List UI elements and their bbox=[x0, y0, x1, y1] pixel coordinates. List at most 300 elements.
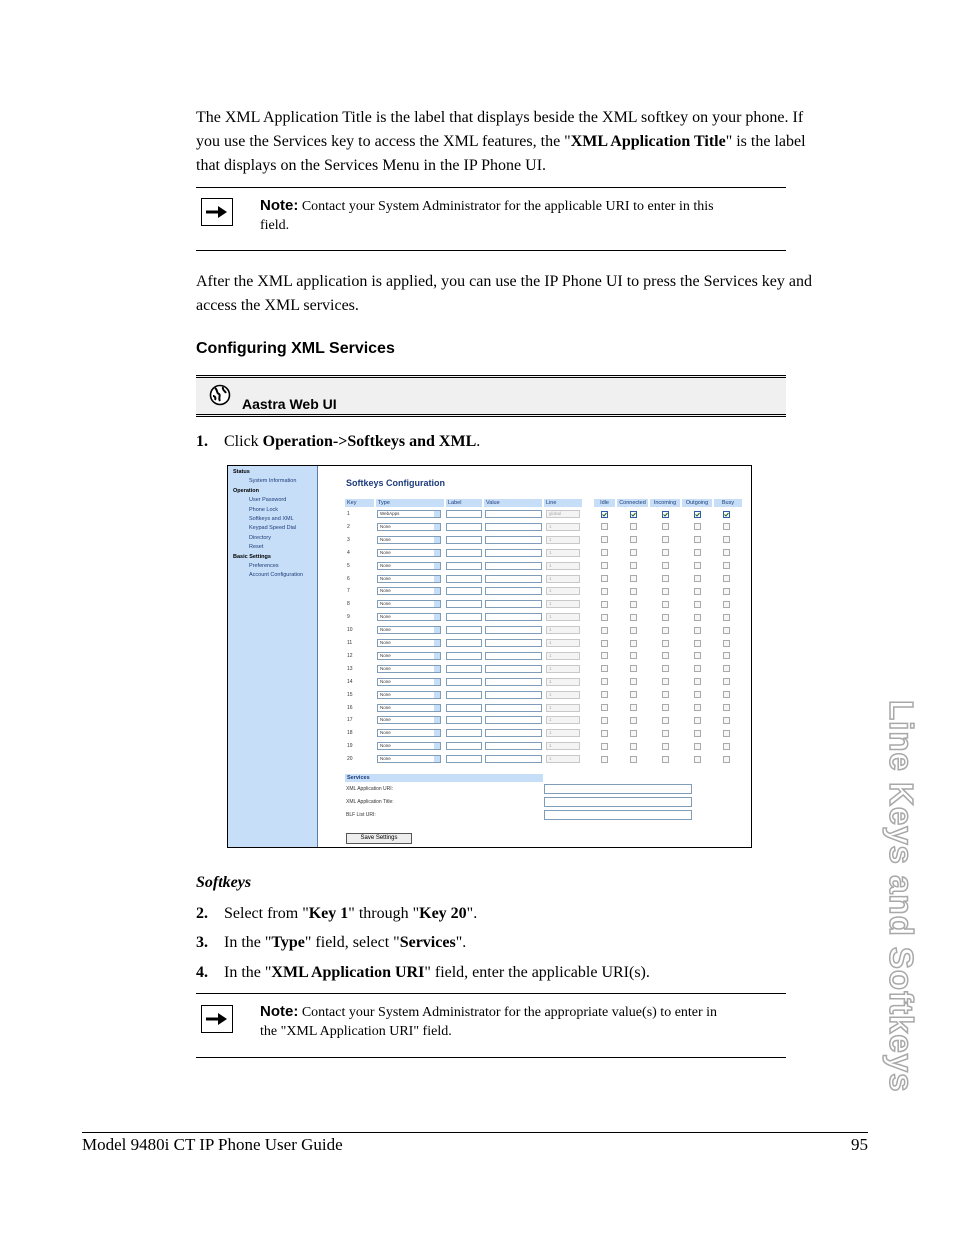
key-number: 12 bbox=[347, 652, 353, 659]
state-checkbox[interactable] bbox=[630, 562, 637, 569]
column-header: Busy bbox=[714, 499, 742, 507]
column-header: Label bbox=[446, 499, 482, 507]
state-checkbox[interactable] bbox=[662, 549, 669, 556]
type-value: None bbox=[380, 730, 391, 736]
value-input[interactable] bbox=[485, 575, 542, 583]
note-1: Note: Contact your System Administrator for the applicable URI to enter in this field. bbox=[260, 197, 714, 233]
state-checkbox[interactable] bbox=[662, 562, 669, 569]
note-top-rule bbox=[196, 187, 786, 188]
services-field-input[interactable] bbox=[544, 784, 692, 794]
state-checkbox[interactable] bbox=[601, 652, 608, 659]
value-input[interactable] bbox=[485, 742, 542, 750]
label-input[interactable] bbox=[446, 665, 482, 673]
state-checkbox[interactable] bbox=[662, 730, 669, 737]
arrow-right-icon bbox=[201, 198, 233, 226]
type-value: None bbox=[380, 665, 391, 671]
softkeys-config-title: Softkeys Configuration bbox=[346, 478, 446, 488]
line-select[interactable]: 1 bbox=[546, 716, 580, 724]
page-number: 95 bbox=[851, 1135, 868, 1154]
label-input[interactable] bbox=[446, 510, 482, 518]
chevron-down-icon bbox=[434, 653, 440, 659]
line-select[interactable]: global bbox=[546, 510, 580, 518]
chevron-down-icon bbox=[434, 588, 440, 594]
value-input[interactable] bbox=[485, 562, 542, 570]
value-input[interactable] bbox=[485, 678, 542, 686]
state-checkbox[interactable] bbox=[662, 511, 669, 518]
state-checkbox[interactable] bbox=[723, 601, 730, 608]
state-checkbox[interactable] bbox=[630, 665, 637, 672]
sidebar-item[interactable]: Operation bbox=[233, 487, 259, 494]
value-input[interactable] bbox=[485, 665, 542, 673]
state-checkbox[interactable] bbox=[601, 704, 608, 711]
type-select[interactable] bbox=[377, 678, 441, 686]
sidebar-item[interactable]: Reset bbox=[249, 544, 264, 551]
state-checkbox[interactable] bbox=[601, 575, 608, 582]
state-checkbox[interactable] bbox=[601, 730, 608, 737]
key-number: 6 bbox=[347, 575, 350, 582]
state-checkbox[interactable] bbox=[694, 652, 701, 659]
key-number: 7 bbox=[347, 588, 350, 595]
label-input[interactable] bbox=[446, 755, 482, 763]
sidebar-item[interactable]: Softkeys and XML bbox=[249, 516, 294, 522]
label-input[interactable] bbox=[446, 742, 482, 750]
state-checkbox[interactable] bbox=[723, 511, 730, 518]
state-checkbox[interactable] bbox=[694, 640, 701, 647]
state-checkbox[interactable] bbox=[694, 756, 701, 763]
state-checkbox[interactable] bbox=[601, 691, 608, 698]
type-value: None bbox=[380, 717, 391, 723]
state-checkbox[interactable] bbox=[694, 562, 701, 569]
globe-icon bbox=[209, 384, 231, 406]
chevron-down-icon bbox=[434, 576, 440, 582]
check-icon bbox=[695, 512, 700, 517]
line-select[interactable]: 1 bbox=[546, 742, 580, 750]
label-input[interactable] bbox=[446, 729, 482, 737]
sidebar-item[interactable]: System Information bbox=[249, 478, 297, 485]
state-checkbox[interactable] bbox=[630, 549, 637, 556]
type-select[interactable] bbox=[377, 704, 441, 712]
state-checkbox[interactable] bbox=[630, 691, 637, 698]
value-input[interactable] bbox=[485, 755, 542, 763]
note-label: Note: bbox=[260, 197, 299, 214]
key-number: 19 bbox=[347, 743, 353, 750]
key-number: 16 bbox=[347, 704, 353, 711]
services-header: Services bbox=[345, 774, 543, 782]
chapter-tab bbox=[884, 700, 924, 1110]
label-input[interactable] bbox=[446, 562, 482, 570]
state-checkbox[interactable] bbox=[723, 730, 730, 737]
key-number: 17 bbox=[347, 717, 353, 724]
type-value: WebApps bbox=[380, 511, 400, 516]
state-checkbox[interactable] bbox=[662, 717, 669, 724]
step-1: 1. Click Operation->Softkeys and XML. bbox=[196, 433, 481, 450]
key-number: 20 bbox=[347, 756, 353, 763]
column-header: Value bbox=[484, 499, 542, 507]
state-checkbox[interactable] bbox=[662, 536, 669, 543]
label-input[interactable] bbox=[446, 652, 482, 660]
state-checkbox[interactable] bbox=[723, 588, 730, 595]
label-input[interactable] bbox=[446, 691, 482, 699]
type-select[interactable] bbox=[377, 562, 441, 570]
type-value: None bbox=[380, 691, 391, 697]
web-ui-banner bbox=[196, 375, 786, 417]
web-ui-sidebar bbox=[228, 466, 318, 847]
save-settings-button[interactable]: Save Settings bbox=[346, 833, 412, 844]
state-checkbox[interactable] bbox=[694, 536, 701, 543]
chevron-down-icon bbox=[434, 550, 440, 556]
value-input[interactable] bbox=[485, 510, 542, 518]
type-select[interactable] bbox=[377, 613, 441, 621]
state-checkbox[interactable] bbox=[694, 730, 701, 737]
state-checkbox[interactable] bbox=[694, 665, 701, 672]
state-checkbox[interactable] bbox=[601, 756, 608, 763]
state-checkbox[interactable] bbox=[601, 511, 608, 518]
sidebar-item[interactable]: Keypad Speed Dial bbox=[249, 525, 297, 532]
state-checkbox[interactable] bbox=[601, 549, 608, 556]
chevron-down-icon bbox=[434, 705, 440, 711]
chevron-down-icon bbox=[434, 537, 440, 543]
state-checkbox[interactable] bbox=[694, 717, 701, 724]
state-checkbox[interactable] bbox=[662, 704, 669, 711]
value-input[interactable] bbox=[485, 691, 542, 699]
state-checkbox[interactable] bbox=[723, 743, 730, 750]
chevron-down-icon bbox=[434, 614, 440, 620]
state-checkbox[interactable] bbox=[601, 536, 608, 543]
state-checkbox[interactable] bbox=[662, 743, 669, 750]
services-field-input[interactable] bbox=[544, 797, 692, 807]
type-select[interactable] bbox=[377, 510, 441, 518]
state-checkbox[interactable] bbox=[694, 678, 701, 685]
state-checkbox[interactable] bbox=[723, 678, 730, 685]
chevron-down-icon bbox=[434, 666, 440, 672]
state-checkbox[interactable] bbox=[630, 523, 637, 530]
state-checkbox[interactable] bbox=[662, 640, 669, 647]
type-select[interactable] bbox=[377, 549, 441, 557]
chapter-tab-text: Line Keys and Softkeys bbox=[883, 700, 920, 1093]
value-input[interactable] bbox=[485, 549, 542, 557]
state-checkbox[interactable] bbox=[694, 549, 701, 556]
label-input[interactable] bbox=[446, 678, 482, 686]
sidebar-item[interactable]: Directory bbox=[249, 534, 272, 541]
key-number: 15 bbox=[347, 691, 353, 698]
type-select[interactable] bbox=[377, 587, 441, 595]
chevron-down-icon bbox=[434, 511, 440, 517]
chevron-down-icon bbox=[434, 563, 440, 569]
figure-caption: Softkeys bbox=[196, 874, 252, 891]
state-checkbox[interactable] bbox=[694, 691, 701, 698]
sidebar-item[interactable]: Preferences bbox=[249, 563, 279, 569]
state-checkbox[interactable] bbox=[662, 575, 669, 582]
line-select[interactable]: 1 bbox=[546, 587, 580, 595]
step-2: 2. Select from "Key 1" through "Key 20". bbox=[196, 905, 478, 922]
chevron-down-icon bbox=[434, 679, 440, 685]
state-checkbox[interactable] bbox=[601, 678, 608, 685]
intro-line-2: you use the Services key to access the XML features, the "XML Application Title" is the label bbox=[196, 133, 806, 150]
type-value: None bbox=[380, 652, 391, 658]
section-heading: Configuring XML Services bbox=[196, 340, 395, 357]
line-select[interactable]: 1 bbox=[546, 600, 580, 608]
type-value: None bbox=[380, 588, 391, 594]
state-checkbox[interactable] bbox=[662, 523, 669, 530]
note-label: Note: bbox=[260, 1003, 299, 1020]
key-number: 13 bbox=[347, 665, 353, 672]
label-input[interactable] bbox=[446, 716, 482, 724]
state-checkbox[interactable] bbox=[630, 756, 637, 763]
line-select[interactable]: 1 bbox=[546, 575, 580, 583]
intro-line-3: that displays on the Services Menu in the IP Phone UI. bbox=[196, 157, 547, 174]
state-checkbox[interactable] bbox=[723, 704, 730, 711]
key-number: 5 bbox=[347, 562, 350, 569]
sidebar-item[interactable]: Account Configuration bbox=[249, 572, 304, 579]
label-input[interactable] bbox=[446, 575, 482, 583]
state-checkbox[interactable] bbox=[662, 678, 669, 685]
state-checkbox[interactable] bbox=[630, 614, 637, 621]
state-checkbox[interactable] bbox=[662, 627, 669, 634]
chevron-down-icon bbox=[434, 717, 440, 723]
chevron-down-icon bbox=[434, 730, 440, 736]
type-select[interactable] bbox=[377, 536, 441, 544]
sidebar-item[interactable]: Phone Lock bbox=[249, 506, 279, 513]
label-input[interactable] bbox=[446, 626, 482, 634]
value-input[interactable] bbox=[485, 600, 542, 608]
label-input[interactable] bbox=[446, 704, 482, 712]
state-checkbox[interactable] bbox=[630, 743, 637, 750]
key-number: 4 bbox=[347, 549, 350, 556]
type-select[interactable] bbox=[377, 729, 441, 737]
services-field-input[interactable] bbox=[544, 810, 692, 820]
state-checkbox[interactable] bbox=[662, 665, 669, 672]
state-checkbox[interactable] bbox=[694, 704, 701, 711]
state-checkbox[interactable] bbox=[601, 627, 608, 634]
chevron-down-icon bbox=[434, 743, 440, 749]
state-checkbox[interactable] bbox=[630, 678, 637, 685]
state-checkbox[interactable] bbox=[694, 601, 701, 608]
value-input[interactable] bbox=[485, 652, 542, 660]
state-checkbox[interactable] bbox=[694, 614, 701, 621]
state-checkbox[interactable] bbox=[723, 575, 730, 582]
line-select[interactable]: 1 bbox=[546, 678, 580, 686]
key-number: 2 bbox=[347, 523, 350, 530]
state-checkbox[interactable] bbox=[662, 756, 669, 763]
type-value: None bbox=[380, 640, 391, 645]
type-select[interactable] bbox=[377, 742, 441, 750]
key-number: 9 bbox=[347, 614, 350, 621]
value-input[interactable] bbox=[485, 536, 542, 544]
label-input[interactable] bbox=[446, 536, 482, 544]
state-checkbox[interactable] bbox=[694, 588, 701, 595]
column-header: Incoming bbox=[650, 499, 680, 507]
state-checkbox[interactable] bbox=[630, 627, 637, 634]
value-input[interactable] bbox=[485, 587, 542, 595]
state-checkbox[interactable] bbox=[662, 691, 669, 698]
value-input[interactable] bbox=[485, 523, 542, 531]
column-header: Line bbox=[544, 499, 582, 507]
services-field-label: XML Application Title: bbox=[346, 799, 394, 805]
state-checkbox[interactable] bbox=[723, 627, 730, 634]
type-value: None bbox=[380, 627, 391, 633]
state-checkbox[interactable] bbox=[630, 511, 637, 518]
note-2: Note: Contact your System Administrator for the appropriate value(s) to enter in the "XML Application URI" field. bbox=[260, 1003, 718, 1039]
line-select[interactable]: 1 bbox=[546, 639, 580, 647]
softkeys-config-screenshot bbox=[227, 465, 752, 848]
type-value: None bbox=[380, 743, 391, 749]
sidebar-item[interactable]: Status bbox=[233, 469, 250, 475]
type-value: None bbox=[380, 523, 391, 529]
state-checkbox[interactable] bbox=[601, 743, 608, 750]
state-checkbox[interactable] bbox=[694, 743, 701, 750]
check-icon bbox=[631, 512, 636, 517]
state-checkbox[interactable] bbox=[694, 627, 701, 634]
line-select[interactable]: 1 bbox=[546, 562, 580, 570]
line-select[interactable]: 1 bbox=[546, 613, 580, 621]
state-checkbox[interactable] bbox=[630, 652, 637, 659]
note-2-top-rule bbox=[196, 993, 786, 994]
key-number: 10 bbox=[347, 627, 353, 634]
line-select[interactable]: 1 bbox=[546, 704, 580, 712]
type-select[interactable] bbox=[377, 523, 441, 531]
type-select[interactable] bbox=[377, 652, 441, 660]
state-checkbox[interactable] bbox=[723, 562, 730, 569]
value-input[interactable] bbox=[485, 626, 542, 634]
type-select[interactable] bbox=[377, 600, 441, 608]
key-number: 11 bbox=[347, 640, 353, 646]
line-select[interactable]: 1 bbox=[546, 549, 580, 557]
value-input[interactable] bbox=[485, 639, 542, 647]
footer-title: Model 9480i CT IP Phone User Guide bbox=[82, 1135, 343, 1154]
type-select[interactable] bbox=[377, 639, 441, 647]
state-checkbox[interactable] bbox=[662, 652, 669, 659]
state-checkbox[interactable] bbox=[723, 536, 730, 543]
check-icon bbox=[724, 512, 729, 517]
state-checkbox[interactable] bbox=[694, 511, 701, 518]
column-header: Outgoing bbox=[682, 499, 712, 507]
state-checkbox[interactable] bbox=[601, 665, 608, 672]
value-input[interactable] bbox=[485, 613, 542, 621]
chevron-down-icon bbox=[434, 640, 440, 646]
type-select[interactable] bbox=[377, 716, 441, 724]
label-input[interactable] bbox=[446, 600, 482, 608]
web-ui-label: Aastra Web UI bbox=[242, 396, 337, 412]
type-value: None bbox=[380, 614, 391, 620]
type-select[interactable] bbox=[377, 665, 441, 673]
arrow-right-icon bbox=[201, 1005, 233, 1033]
type-select[interactable] bbox=[377, 626, 441, 634]
state-checkbox[interactable] bbox=[662, 588, 669, 595]
type-select[interactable] bbox=[377, 575, 441, 583]
key-number: 14 bbox=[347, 678, 353, 685]
state-checkbox[interactable] bbox=[723, 665, 730, 672]
line-select[interactable]: 1 bbox=[546, 729, 580, 737]
state-checkbox[interactable] bbox=[723, 691, 730, 698]
intro-line-1: The XML Application Title is the label that displays beside the XML softkey on your phone. If bbox=[196, 109, 804, 126]
services-paragraph: After the XML application is applied, you can use the IP Phone UI to press the Services key and access the XML services. bbox=[196, 273, 812, 314]
key-number: 8 bbox=[347, 601, 350, 608]
state-checkbox[interactable] bbox=[723, 756, 730, 763]
value-input[interactable] bbox=[485, 729, 542, 737]
state-checkbox[interactable] bbox=[601, 601, 608, 608]
state-checkbox[interactable] bbox=[630, 536, 637, 543]
label-input[interactable] bbox=[446, 613, 482, 621]
type-value: None bbox=[380, 756, 391, 762]
type-select[interactable] bbox=[377, 755, 441, 763]
state-checkbox[interactable] bbox=[601, 640, 608, 647]
type-value: None bbox=[380, 678, 391, 684]
xml-application-title-term: XML Application Title bbox=[570, 133, 726, 150]
type-value: None bbox=[380, 601, 391, 607]
type-select[interactable] bbox=[377, 691, 441, 699]
chevron-down-icon bbox=[434, 627, 440, 633]
label-input[interactable] bbox=[446, 639, 482, 647]
check-icon bbox=[663, 512, 668, 517]
chevron-down-icon bbox=[434, 601, 440, 607]
state-checkbox[interactable] bbox=[723, 717, 730, 724]
state-checkbox[interactable] bbox=[601, 588, 608, 595]
state-checkbox[interactable] bbox=[601, 523, 608, 530]
label-input[interactable] bbox=[446, 587, 482, 595]
state-checkbox[interactable] bbox=[694, 575, 701, 582]
state-checkbox[interactable] bbox=[630, 601, 637, 608]
state-checkbox[interactable] bbox=[723, 523, 730, 530]
state-checkbox[interactable] bbox=[662, 601, 669, 608]
state-checkbox[interactable] bbox=[630, 640, 637, 647]
sidebar-item[interactable]: Basic Settings bbox=[233, 553, 271, 560]
type-value: None bbox=[380, 704, 391, 710]
state-checkbox[interactable] bbox=[662, 614, 669, 621]
key-number: 1 bbox=[347, 511, 350, 517]
line-select[interactable]: 1 bbox=[546, 652, 580, 660]
type-value: None bbox=[380, 562, 391, 568]
column-header: Connected bbox=[617, 499, 648, 507]
line-select[interactable]: 1 bbox=[546, 626, 580, 634]
value-input[interactable] bbox=[485, 704, 542, 712]
state-checkbox[interactable] bbox=[630, 575, 637, 582]
sidebar-item[interactable]: User Password bbox=[249, 497, 287, 504]
state-checkbox[interactable] bbox=[723, 640, 730, 647]
state-checkbox[interactable] bbox=[723, 614, 730, 621]
step-4: 4. In the "XML Application URI" field, enter the applicable URI(s). bbox=[196, 964, 650, 981]
state-checkbox[interactable] bbox=[630, 717, 637, 724]
line-select[interactable]: 1 bbox=[546, 536, 580, 544]
type-value: None bbox=[380, 536, 391, 542]
state-checkbox[interactable] bbox=[723, 652, 730, 659]
services-field-label: BLF List URI: bbox=[346, 812, 376, 818]
line-select[interactable]: 1 bbox=[546, 691, 580, 699]
note-bottom-rule bbox=[196, 250, 786, 251]
line-select[interactable]: 1 bbox=[546, 665, 580, 673]
line-select[interactable]: 1 bbox=[546, 523, 580, 531]
state-checkbox[interactable] bbox=[601, 717, 608, 724]
state-checkbox[interactable] bbox=[630, 704, 637, 711]
chevron-down-icon bbox=[434, 692, 440, 698]
type-value: None bbox=[380, 549, 391, 555]
state-checkbox[interactable] bbox=[630, 588, 637, 595]
state-checkbox[interactable] bbox=[601, 614, 608, 621]
value-input[interactable] bbox=[485, 716, 542, 724]
check-icon bbox=[602, 512, 607, 517]
state-checkbox[interactable] bbox=[630, 730, 637, 737]
state-checkbox[interactable] bbox=[723, 549, 730, 556]
label-input[interactable] bbox=[446, 523, 482, 531]
services-field-label: XML Application URI: bbox=[346, 786, 394, 792]
state-checkbox[interactable] bbox=[694, 523, 701, 530]
type-value: None bbox=[380, 575, 391, 581]
label-input[interactable] bbox=[446, 549, 482, 557]
chevron-down-icon bbox=[434, 756, 440, 762]
column-header: Idle bbox=[594, 499, 615, 507]
state-checkbox[interactable] bbox=[601, 562, 608, 569]
line-select[interactable]: 1 bbox=[546, 755, 580, 763]
note-2-bottom-rule bbox=[196, 1057, 786, 1058]
